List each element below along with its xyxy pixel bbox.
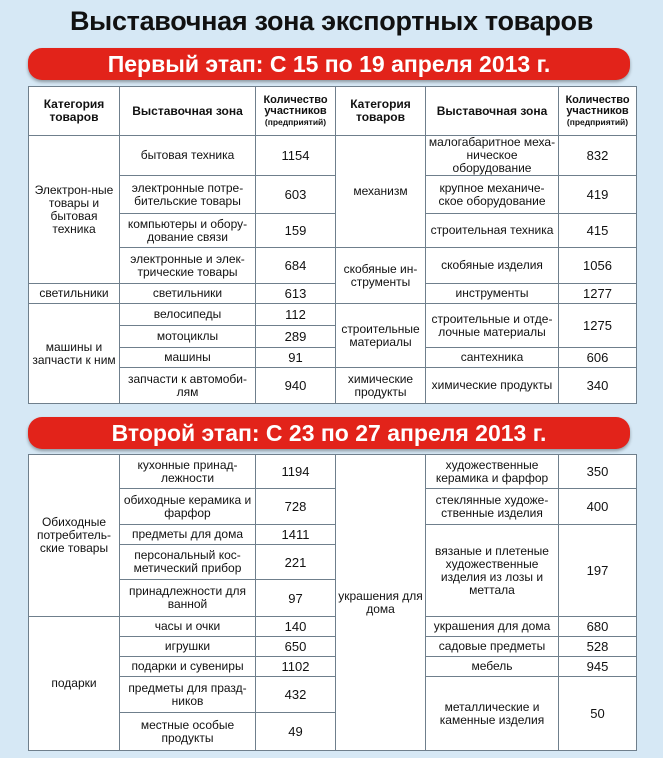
count-cell: 728: [256, 489, 336, 525]
zone-cell: мотоциклы: [120, 326, 256, 348]
category-cell: химические продукты: [336, 368, 426, 404]
zone-cell: садовые предметы: [426, 637, 559, 657]
zone-cell: строительная техника: [426, 214, 559, 248]
header-zone: Выставочная зона: [426, 87, 559, 136]
count-cell: 606: [559, 348, 637, 368]
stage2-table: [28, 454, 637, 751]
count-cell: 50: [559, 677, 637, 751]
zone-cell: стеклянные художе-ственные изделия: [426, 489, 559, 525]
zone-cell: художественные керамика и фарфор: [426, 455, 559, 489]
header-category: Категория товаров: [336, 87, 426, 136]
page-title: Выставочная зона экспортных товаров: [69, 6, 594, 36]
stage1-banner: Первый этап: С 15 по 19 апреля 2013 г.: [28, 48, 630, 80]
count-cell: 528: [559, 637, 637, 657]
count-cell: 91: [256, 348, 336, 368]
count-cell: 432: [256, 677, 336, 713]
count-cell: 940: [256, 368, 336, 404]
header-count: Количество участников (предприятий): [559, 87, 637, 136]
zone-cell: принадлежности для ванной: [120, 580, 256, 617]
category-cell: Электрон-ные товары и бытовая техника: [29, 136, 120, 284]
category-cell: машины и запчасти к ним: [29, 304, 120, 404]
zone-cell: сантехника: [426, 348, 559, 368]
count-cell: 97: [256, 580, 336, 617]
zone-cell: вязаные и плетеные художественные изделия из лозы и меттала: [426, 525, 559, 617]
zone-cell: предметы для празд-ников: [120, 677, 256, 713]
zone-cell: строительные и отде-лочные материалы: [426, 304, 559, 348]
zone-cell: игрушки: [120, 637, 256, 657]
zone-cell: химические продукты: [426, 368, 559, 404]
zone-cell: скобяные изделия: [426, 248, 559, 284]
stage2-banner: Второй этап: С 23 по 27 апреля 2013 г.: [28, 417, 630, 449]
category-cell: скобяные ин-струменты: [336, 248, 426, 304]
count-cell: 684: [256, 248, 336, 284]
category-cell: украшения для дома: [336, 455, 426, 751]
count-cell: 1154: [256, 136, 336, 176]
count-cell: 1056: [559, 248, 637, 284]
count-cell: 289: [256, 326, 336, 348]
zone-cell: предметы для дома: [120, 525, 256, 545]
count-cell: 350: [559, 455, 637, 489]
count-cell: 832: [559, 136, 637, 176]
count-cell: 603: [256, 176, 336, 214]
zone-cell: кухонные принад-лежности: [120, 455, 256, 489]
zone-cell: машины: [120, 348, 256, 368]
zone-cell: металлические и каменные изделия: [426, 677, 559, 751]
count-cell: 613: [256, 284, 336, 304]
count-cell: 112: [256, 304, 336, 326]
count-cell: 1275: [559, 304, 637, 348]
stage1-table: [28, 86, 637, 404]
count-cell: 140: [256, 617, 336, 637]
zone-cell: мебель: [426, 657, 559, 677]
zone-cell: электронные и элек-трические товары: [120, 248, 256, 284]
zone-cell: инструменты: [426, 284, 559, 304]
count-cell: 680: [559, 617, 637, 637]
count-cell: 159: [256, 214, 336, 248]
count-cell: 1411: [256, 525, 336, 545]
count-cell: 340: [559, 368, 637, 404]
zone-cell: часы и очки: [120, 617, 256, 637]
count-cell: 1277: [559, 284, 637, 304]
zone-cell: запчасти к автомоби-лям: [120, 368, 256, 404]
category-cell: Обиходные потребитель-ские товары: [29, 455, 120, 617]
category-cell: строительные материалы: [336, 304, 426, 368]
header-zone: Выставочная зона: [120, 87, 256, 136]
count-cell: 945: [559, 657, 637, 677]
zone-cell: светильники: [120, 284, 256, 304]
header-count: Количество участников (предприятий): [256, 87, 336, 136]
category-cell: светильники: [29, 284, 120, 304]
category-cell: механизм: [336, 136, 426, 248]
zone-cell: бытовая техника: [120, 136, 256, 176]
zone-cell: обиходные керамика и фарфор: [120, 489, 256, 525]
category-cell: подарки: [29, 617, 120, 751]
count-cell: 419: [559, 176, 637, 214]
count-cell: 400: [559, 489, 637, 525]
zone-cell: украшения для дома: [426, 617, 559, 637]
zone-cell: малогабаритное меха-ническое оборудование: [426, 136, 559, 176]
count-cell: 49: [256, 713, 336, 751]
count-cell: 1194: [256, 455, 336, 489]
zone-cell: электронные потре-бительские товары: [120, 176, 256, 214]
zone-cell: крупное механиче-ское оборудование: [426, 176, 559, 214]
count-cell: 1102: [256, 657, 336, 677]
zone-cell: персональный кос-метический прибор: [120, 545, 256, 580]
count-cell: 197: [559, 525, 637, 617]
count-cell: 415: [559, 214, 637, 248]
zone-cell: подарки и сувениры: [120, 657, 256, 677]
count-cell: 650: [256, 637, 336, 657]
header-category: Категория товаров: [29, 87, 120, 136]
zone-cell: велосипеды: [120, 304, 256, 326]
zone-cell: местные особые продукты: [120, 713, 256, 751]
count-cell: 221: [256, 545, 336, 580]
zone-cell: компьютеры и обору-дование связи: [120, 214, 256, 248]
